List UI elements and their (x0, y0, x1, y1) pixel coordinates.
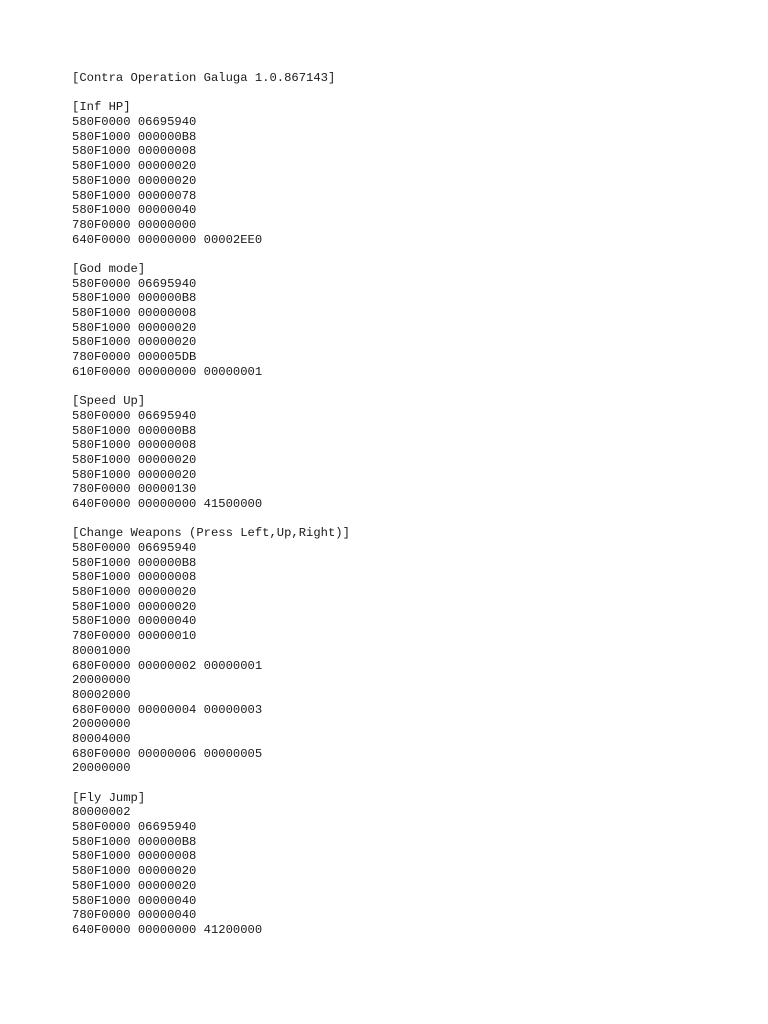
code-line: 580F1000 000000B8 (72, 291, 197, 306)
section-god-mode (72, 262, 732, 380)
section-speed-up (72, 394, 732, 512)
code-line: 580F1000 00000020 (72, 599, 197, 614)
code-line: 680F0000 00000002 00000001 (72, 658, 263, 673)
code-line: 580F1000 00000020 (72, 864, 197, 879)
code-line: 640F0000 00000000 00002EE0 (72, 232, 263, 247)
code-line: 580F1000 000000B8 (72, 834, 197, 849)
code-line: 80002000 (72, 687, 131, 702)
code-line: 580F1000 00000020 (72, 452, 197, 467)
code-line: 580F1000 00000020 (72, 878, 197, 893)
code-line: 780F0000 00000010 (72, 629, 197, 644)
section-header: [Change Weapons (Press Left,Up,Right)] (72, 526, 350, 541)
section-inf-hp (72, 100, 732, 247)
code-line: 580F0000 06695940 (72, 115, 197, 130)
section-fly-jump (72, 791, 732, 938)
code-line: 640F0000 00000000 41500000 (72, 496, 263, 511)
code-line: 640F0000 00000000 41200000 (72, 922, 263, 937)
code-line: 780F0000 00000040 (72, 908, 197, 923)
section-change-weapons (72, 526, 732, 776)
section-header: [Inf HP] (72, 100, 131, 115)
document-title: [Contra Operation Galuga 1.0.867143] (72, 71, 336, 85)
code-line: 580F1000 00000078 (72, 188, 197, 203)
code-line: 580F0000 06695940 (72, 541, 197, 555)
section-header: [Fly Jump] (72, 790, 146, 805)
code-line: 780F0000 00000130 (72, 482, 197, 497)
code-line: 80000002 (72, 805, 131, 820)
code-line: 580F1000 000000B8 (72, 555, 197, 570)
code-line: 20000000 (72, 673, 131, 688)
code-line: 780F0000 00000000 (72, 217, 197, 232)
code-line: 610F0000 00000000 00000001 (72, 364, 263, 379)
code-line: 580F1000 00000020 (72, 335, 197, 350)
code-line: 680F0000 00000004 00000003 (72, 702, 263, 717)
code-line: 80001000 (72, 643, 131, 658)
code-line: 80004000 (72, 731, 131, 746)
code-line: 580F1000 00000008 (72, 849, 197, 864)
code-line: 580F1000 00000020 (72, 585, 197, 600)
code-line: 580F1000 00000040 (72, 203, 197, 218)
code-line: 580F0000 06695940 (72, 276, 197, 291)
section-header: [God mode] (72, 261, 146, 276)
code-line: 580F1000 00000008 (72, 306, 197, 320)
code-line: 580F1000 00000020 (72, 159, 197, 174)
code-line: 580F0000 06695940 (72, 820, 197, 835)
code-line: 580F1000 000000B8 (72, 129, 197, 144)
cheat-document (72, 71, 732, 938)
code-line: 580F0000 06695940 (72, 408, 197, 423)
code-line: 780F0000 000005DB (72, 350, 197, 365)
code-line: 20000000 (72, 761, 131, 776)
section-header: [Speed Up] (72, 394, 146, 409)
code-line: 580F1000 00000040 (72, 614, 197, 629)
code-line: 580F1000 00000008 (72, 144, 197, 159)
code-line: 580F1000 000000B8 (72, 423, 197, 438)
code-line: 580F1000 00000020 (72, 173, 197, 188)
code-line: 580F1000 00000008 (72, 570, 197, 585)
code-line: 680F0000 00000006 00000005 (72, 746, 263, 761)
code-line: 580F1000 00000040 (72, 893, 197, 908)
code-line: 580F1000 00000008 (72, 438, 197, 453)
code-line: 580F1000 00000020 (72, 320, 197, 335)
code-line: 20000000 (72, 717, 131, 732)
code-line: 580F1000 00000020 (72, 467, 197, 482)
